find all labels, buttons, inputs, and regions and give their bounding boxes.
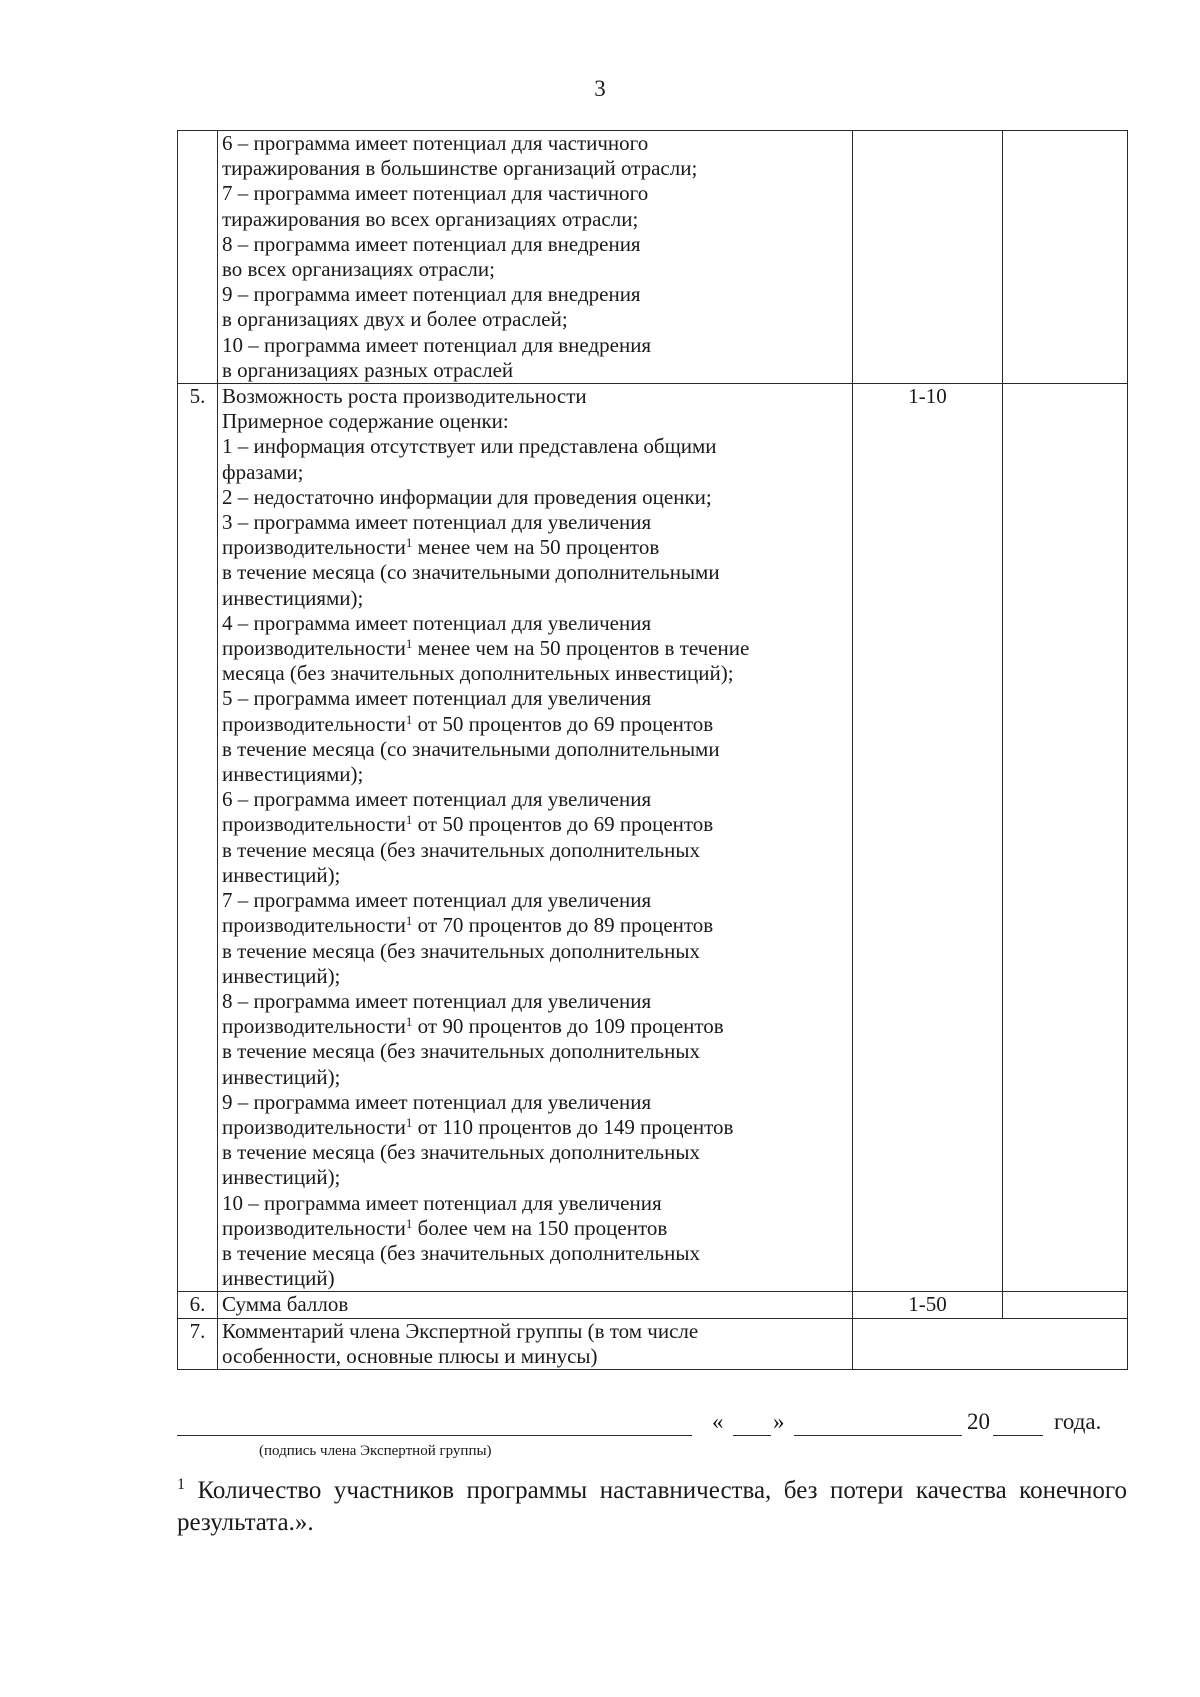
criterion-line	[222, 964, 848, 989]
footnote-ref: 1	[405, 913, 413, 929]
criterion-line	[222, 611, 848, 636]
criterion-line	[222, 460, 848, 485]
date-close-quote: »	[773, 1409, 785, 1434]
footnote-marker: 1	[177, 1476, 185, 1493]
criterion-line	[222, 485, 848, 510]
range-cell	[853, 1318, 1128, 1369]
criterion-line: тиражирования во всех организациях отрасли;	[222, 206, 639, 231]
criterion-text: производительности	[222, 913, 406, 938]
criterion-line	[222, 409, 848, 434]
page-number: 3	[594, 76, 606, 101]
criterion-line	[222, 1039, 848, 1064]
criterion-line	[222, 535, 848, 560]
criterion-text: 8 – программа имеет потенциал для увеличения	[222, 988, 652, 1013]
footnote-ref: 1	[405, 1114, 413, 1130]
criterion-line	[222, 1292, 848, 1317]
footnote	[177, 1475, 1127, 1539]
criterion-text: 1 – информация отсутствует или представлена общими	[222, 434, 717, 459]
criterion-text: производительности	[222, 1014, 406, 1039]
table-row	[178, 1292, 1128, 1318]
criterion-text: 10 – программа имеет потенциал для увеличения	[222, 1190, 662, 1215]
criterion-text: в течение месяца (без значительных дополнительных	[222, 837, 700, 862]
table-row	[178, 1318, 1128, 1369]
criterion-text-after: от 70 процентов до 89 процентов	[412, 913, 714, 938]
date-year-line	[993, 1435, 1043, 1436]
criterion-line: 7 – программа имеет потенциал для частичного	[222, 181, 649, 206]
score-cell	[1003, 384, 1128, 1292]
criterion-line: 10 – программа имеет потенциал для внедрения	[222, 332, 652, 357]
range-cell: 1-50	[853, 1292, 1003, 1318]
criterion-line	[222, 1191, 848, 1216]
criterion-text: производительности	[222, 711, 406, 736]
criterion-text: 3 – программа имеет потенциал для увеличения	[222, 510, 652, 535]
criterion-text: особенности, основные плюсы и минусы)	[222, 1343, 598, 1368]
criterion-line	[222, 1090, 848, 1115]
row-number-cell: 5.	[178, 384, 218, 1292]
criterion-line	[222, 1216, 848, 1241]
criterion-line	[222, 1014, 848, 1039]
criterion-line	[222, 1241, 848, 1266]
criterion-text: инвестиций);	[222, 862, 341, 887]
criterion-text: 7 – программа имеет потенциал для увеличения	[222, 888, 652, 913]
criterion-line	[222, 1266, 848, 1291]
criterion-text: фразами;	[222, 459, 304, 484]
score-cell	[1003, 1292, 1128, 1318]
criterion-text: 5 – программа имеет потенциал для увеличения	[222, 686, 652, 711]
score-cell	[1003, 131, 1128, 384]
criterion-cell	[218, 1318, 853, 1369]
evaluation-table	[177, 130, 1128, 1370]
criterion-text: 2 – недостаточно информации для проведения оценки;	[222, 484, 712, 509]
criterion-line	[222, 913, 848, 938]
row-number-cell: 6.	[178, 1292, 218, 1318]
criterion-text: инвестиций);	[222, 1165, 341, 1190]
date-year-suffix: года.	[1054, 1409, 1102, 1434]
criterion-line: 9 – программа имеет потенциал для внедрения	[222, 282, 641, 307]
criterion-text: 6 – программа имеет потенциал для увеличения	[222, 787, 652, 812]
row-number-cell	[178, 131, 218, 384]
criterion-text: 4 – программа имеет потенциал для увеличения	[222, 610, 652, 635]
footnote-ref: 1	[405, 1215, 413, 1231]
criterion-text: Примерное содержание оценки:	[222, 409, 509, 434]
date-day-line	[733, 1435, 771, 1436]
footnote-ref: 1	[405, 535, 413, 551]
criterion-line	[222, 510, 848, 535]
criterion-text: производительности	[222, 535, 406, 560]
criterion-text-after: менее чем на 50 процентов в течение	[412, 636, 750, 661]
criterion-cell	[218, 131, 853, 384]
date-year-prefix: 20	[967, 1409, 990, 1434]
criterion-line: 6 – программа имеет потенциал для частичного	[222, 131, 649, 155]
criterion-line	[222, 939, 848, 964]
criterion-line: 8 – программа имеет потенциал для внедрения	[222, 231, 641, 256]
criterion-text-after: менее чем на 50 процентов	[412, 535, 660, 560]
criterion-line: во всех организациях отрасли;	[222, 257, 495, 282]
criterion-text-after: от 110 процентов до 149 процентов	[412, 1114, 734, 1139]
criterion-line	[222, 586, 848, 611]
criterion-text: производительности	[222, 812, 406, 837]
criterion-line	[222, 1140, 848, 1165]
criterion-line	[222, 560, 848, 585]
footnote-ref: 1	[405, 636, 413, 652]
criterion-line	[222, 1319, 848, 1344]
criterion-text: инвестициями);	[222, 762, 364, 787]
criterion-text-after: от 50 процентов до 69 процентов	[412, 711, 714, 736]
criterion-text: производительности	[222, 636, 406, 661]
footnote-ref: 1	[405, 812, 413, 828]
criterion-line	[222, 888, 848, 913]
criterion-line	[222, 863, 848, 888]
criterion-line	[222, 434, 848, 459]
criterion-text: Комментарий члена Экспертной группы (в том числе	[222, 1318, 699, 1343]
criterion-line	[222, 1065, 848, 1090]
criterion-line	[222, 1344, 848, 1369]
range-cell	[853, 131, 1003, 384]
criterion-line	[222, 636, 848, 661]
signature-caption: (подпись члена Экспертной группы)	[259, 1443, 492, 1459]
criterion-text: Возможность роста производительности	[222, 384, 587, 409]
criterion-text: 9 – программа имеет потенциал для увеличения	[222, 1089, 652, 1114]
criterion-text: в течение месяца (со значительными дополнительными	[222, 736, 720, 761]
date-month-line	[794, 1435, 962, 1436]
criterion-line	[222, 712, 848, 737]
criterion-line: тиражирования в большинстве организаций отрасли;	[222, 156, 698, 181]
criterion-text: в течение месяца (без значительных дополнительных	[222, 938, 700, 963]
row-number-cell: 7.	[178, 1318, 218, 1369]
criterion-line	[222, 1165, 848, 1190]
criterion-text-after: от 50 процентов до 69 процентов	[412, 812, 714, 837]
criterion-text: в течение месяца (со значительными дополнительными	[222, 560, 720, 585]
criterion-line: в организациях разных отраслей	[222, 357, 514, 382]
criterion-text: в течение месяца (без значительных дополнительных	[222, 1140, 700, 1165]
criterion-text: в течение месяца (без значительных дополнительных	[222, 1039, 700, 1064]
footnote-ref: 1	[405, 1014, 413, 1030]
criterion-text: в течение месяца (без значительных дополнительных	[222, 1240, 700, 1265]
criterion-line: в организациях двух и более отраслей;	[222, 307, 568, 332]
criterion-line	[222, 989, 848, 1014]
criterion-line	[222, 812, 848, 837]
date-open-quote: «	[712, 1409, 724, 1434]
criterion-line	[222, 384, 848, 409]
criterion-text: инвестиций);	[222, 1064, 341, 1089]
criterion-text: месяца (без значительных дополнительных инвестиций);	[222, 661, 734, 686]
criterion-text-after: более чем на 150 процентов	[412, 1215, 668, 1240]
range-cell: 1-10	[853, 384, 1003, 1292]
criterion-line	[222, 787, 848, 812]
criterion-line	[222, 838, 848, 863]
criterion-text: инвестициями);	[222, 585, 364, 610]
criterion-text: производительности	[222, 1114, 406, 1139]
criterion-line	[222, 737, 848, 762]
criterion-line	[222, 661, 848, 686]
signature-line	[177, 1435, 692, 1436]
criterion-line	[222, 1115, 848, 1140]
table-row	[178, 384, 1128, 1292]
criterion-text: Сумма баллов	[222, 1292, 349, 1317]
footnote-text: Количество участников программы наставничества, без потери качества конечного результата.».	[177, 1477, 1127, 1536]
criterion-cell	[218, 384, 853, 1292]
signature-area	[177, 1405, 1127, 1465]
criterion-text-after: от 90 процентов до 109 процентов	[412, 1014, 724, 1039]
criterion-text: производительности	[222, 1215, 406, 1240]
table-row-continuation	[178, 131, 1128, 384]
criterion-text: инвестиций)	[222, 1266, 335, 1291]
footnote-ref: 1	[405, 711, 413, 727]
criterion-line	[222, 762, 848, 787]
criterion-cell	[218, 1292, 853, 1318]
criterion-line	[222, 686, 848, 711]
criterion-text: инвестиций);	[222, 963, 341, 988]
